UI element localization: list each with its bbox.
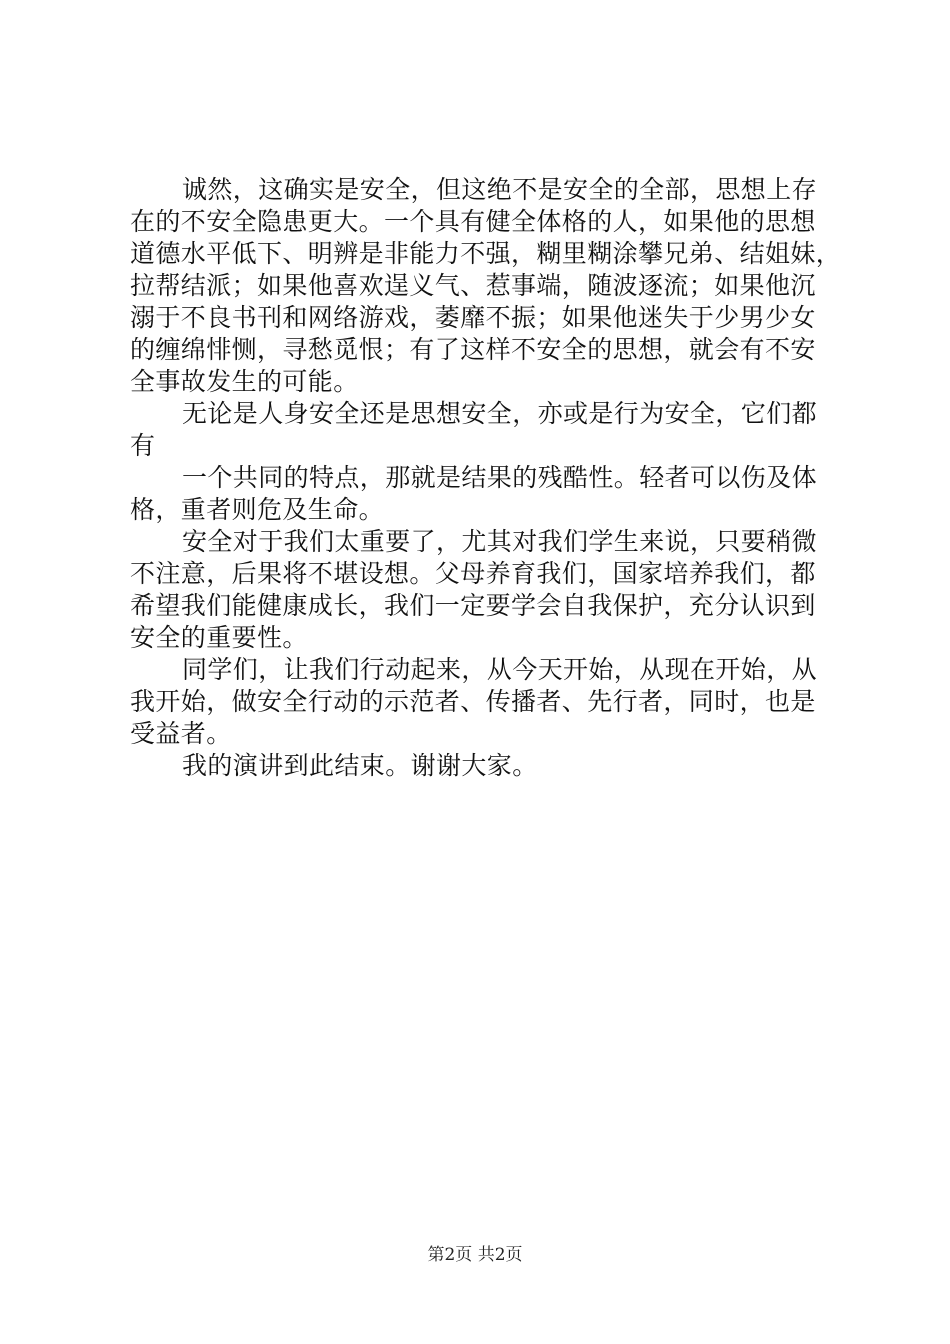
paragraph-line: 全事故发生的可能。 xyxy=(130,367,359,396)
paragraph-line: 不注意，后果将不堪设想。父母养育我们，国家培养我们，都 xyxy=(130,559,816,588)
paragraph-line: 无论是人身安全还是思想安全，亦或是行为安全，它们都 xyxy=(182,399,818,428)
paragraph-line: 安全的重要性。 xyxy=(130,623,308,652)
paragraph-line: 我的演讲到此结束。谢谢大家。 xyxy=(182,751,538,780)
paragraph-line: 的缠绵悱恻，寻愁觅恨；有了这样不安全的思想，就会有不安 xyxy=(130,335,816,364)
paragraph-line: 格，重者则危及生命。 xyxy=(130,495,385,524)
paragraph-line: 拉帮结派；如果他喜欢逞义气、惹事端，随波逐流；如果他沉 xyxy=(130,271,816,300)
speech-body xyxy=(130,174,842,782)
paragraph-line: 同学们，让我们行动起来，从今天开始，从现在开始，从 xyxy=(182,655,818,684)
paragraph-line: 我开始，做安全行动的示范者、传播者、先行者，同时，也是 xyxy=(130,687,816,716)
paragraph-line: 一个共同的特点，那就是结果的残酷性。轻者可以伤及体 xyxy=(182,463,818,492)
paragraph-line: 安全对于我们太重要了，尤其对我们学生来说，只要稍微 xyxy=(182,527,818,556)
paragraph-line: 道德水平低下、明辨是非能力不强，糊里糊涂攀兄弟、结姐妹， xyxy=(130,239,842,268)
paragraph-line: 受益者。 xyxy=(130,719,232,748)
paragraph-line: 溺于不良书刊和网络游戏，萎靡不振；如果他迷失于少男少女 xyxy=(130,303,816,332)
paragraph-line: 诚然，这确实是安全，但这绝不是安全的全部，思想上存 xyxy=(182,175,818,204)
paragraph-line: 希望我们能健康成长，我们一定要学会自我保护，充分认识到 xyxy=(130,591,816,620)
paragraph-line: 在的不安全隐患更大。一个具有健全体格的人，如果他的思想 xyxy=(130,207,816,236)
paragraph-line: 有 xyxy=(130,431,156,460)
page-number-footer: 第2页 共2页 xyxy=(427,1245,523,1265)
